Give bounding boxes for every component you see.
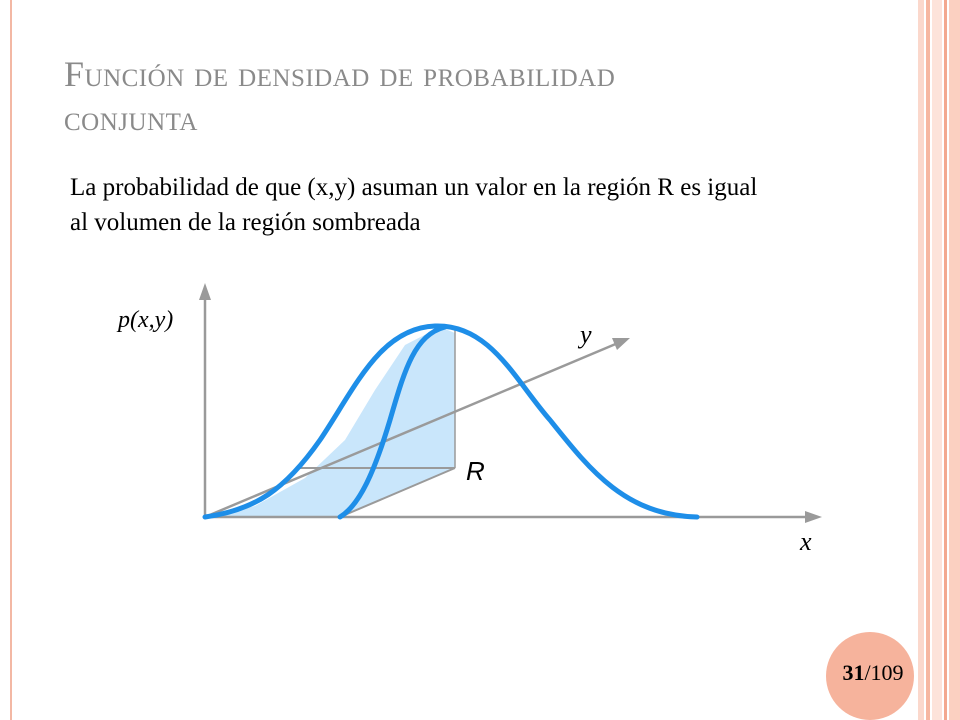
x-axis-arrow <box>805 511 822 523</box>
page-total: /109 <box>864 660 904 685</box>
page-current: 31 <box>842 660 865 685</box>
z-axis-arrow <box>199 283 211 300</box>
z-axis-label: p(x,y) <box>118 307 174 333</box>
region-r-label: R <box>466 456 485 486</box>
x-axis-label: x <box>800 527 812 556</box>
title-line-2: conjunta <box>64 98 198 138</box>
y-axis-arrow <box>612 338 630 350</box>
y-axis-label: y <box>580 320 592 349</box>
title-line-1: Función de densidad de probabilidad <box>64 54 616 94</box>
page-number <box>826 660 920 686</box>
body-paragraph: La probabilidad de que (x,y) asuman un valor en la región R es igual al volumen de la región sombreada <box>70 174 758 236</box>
